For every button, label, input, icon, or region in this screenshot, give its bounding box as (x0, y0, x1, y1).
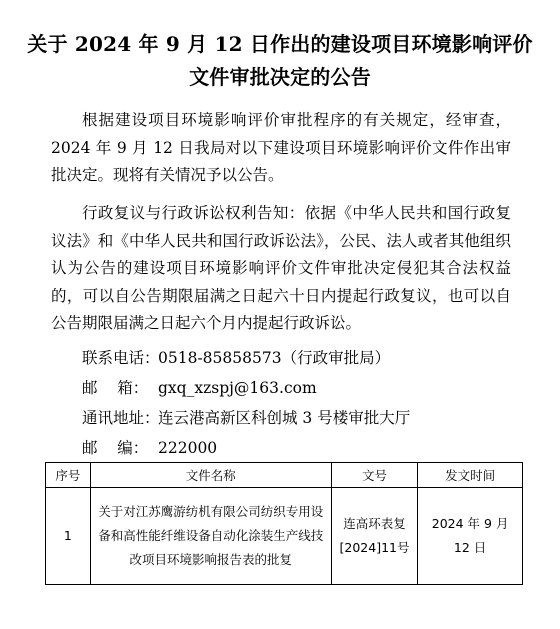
contact-postcode-label: 邮 编： (82, 439, 149, 457)
header-date: 发文时间 (418, 463, 523, 488)
contact-email-line (82, 376, 317, 400)
cell-no: 1 (46, 488, 91, 585)
table-header-row (46, 463, 523, 488)
cell-date: 2024 年 9 月 12 日 (418, 488, 523, 585)
header-no: 序号 (46, 463, 91, 488)
header-doc-number: 文号 (331, 463, 417, 488)
contact-address-label: 通讯地址： (82, 409, 160, 427)
rights-notice-paragraph: 行政复议与行政诉讼权利告知：依据《中华人民共和国行政复议法》和《中华人民共和国行政诉讼法》，公民、法人或者其他组织认为公告的建设项目环境影响评价文件审批决定侵犯其合法权益的，可以自公告期限届满之日起六十日内提起行政复议，也可以自公告期限届满之日起六个月内提起行政诉讼。 (51, 204, 511, 332)
notice-title-line-2: 文件审批决定的公告 (189, 65, 371, 89)
contact-postcode-line (82, 436, 217, 460)
contact-email-value: gxq_xzspj@163.com (158, 379, 317, 397)
intro-paragraph: 根据建设项目环境影响评价审批程序的有关规定，经审查，2024 年 9 月 12 日我局对以下建设项目环境影响评价文件作出审批决定。现将有关情况予以公告。 (51, 111, 511, 184)
contact-phone-line (82, 346, 390, 370)
table-row (46, 488, 523, 585)
contact-email-label: 邮 箱： (82, 379, 149, 397)
header-name: 文件名称 (90, 463, 331, 488)
cell-doc-number: 连高环表复[2024]11号 (331, 488, 417, 585)
approval-table (45, 462, 523, 585)
contact-address-line (82, 406, 410, 430)
contact-phone-value: 0518-85858573（行政审批局） (158, 349, 391, 367)
cell-name: 关于对江苏鹰游纺机有限公司纺织专用设备和高性能纤维设备自动化涂装生产线技改项目环境影响报告表的批复 (90, 488, 331, 585)
contact-postcode-value: 222000 (158, 439, 218, 457)
contact-phone-label: 联系电话： (82, 349, 160, 367)
contact-address-value: 连云港高新区科创城 3 号楼审批大厅 (158, 409, 411, 427)
notice-title-line-1: 关于 2024 年 9 月 12 日作出的建设项目环境影响评价 (27, 32, 533, 56)
